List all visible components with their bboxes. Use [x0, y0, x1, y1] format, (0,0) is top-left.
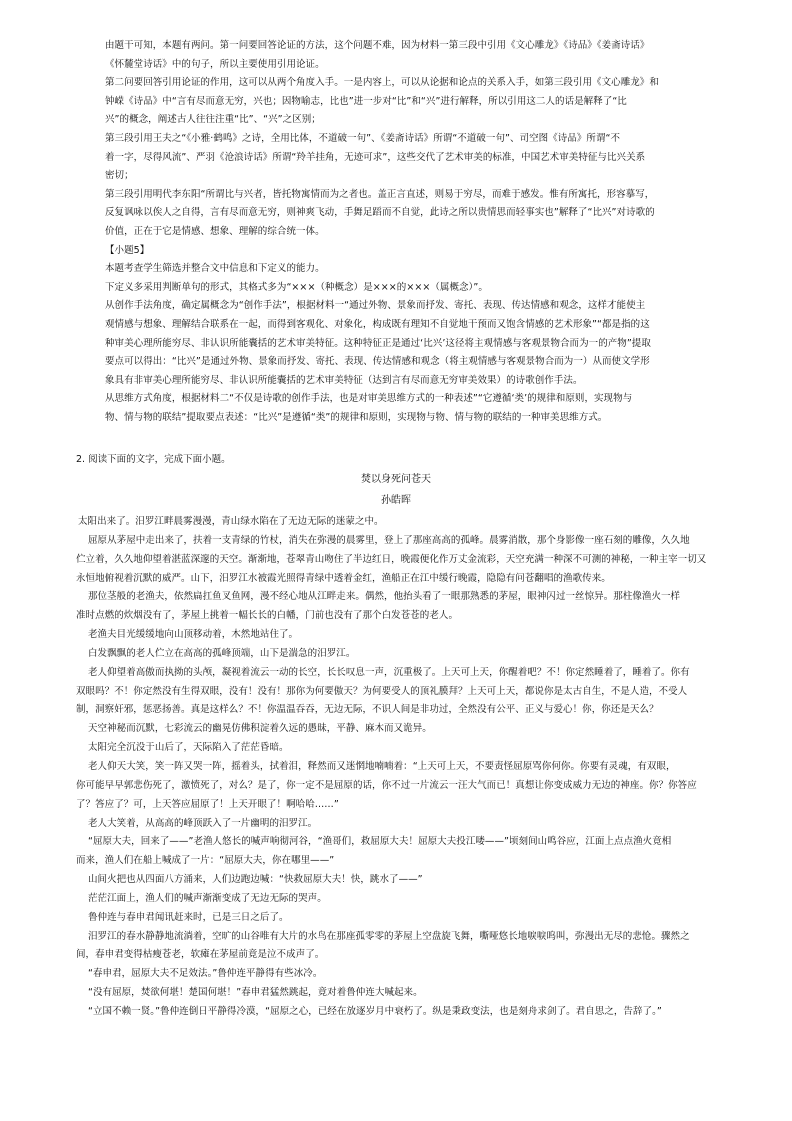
- answer-line: 象具有非审美心理所能穷尽、非认识所能囊括的艺术审美特征（达到言有尽而意无穷审美效果）的诗歌创作手法。: [105, 374, 583, 386]
- answer-line: 下定义多采用判断单句的形式，其格式多为“×××（种概念）是×××的×××（属概念）”。: [105, 281, 488, 293]
- story-paragraph-line: 老人仰望着高傲而执拗的头颅，凝视着流云一动的长空，长长叹息一声，沉重极了。上天可上天，你醒着吧？不！你定然睡着了，睡着了。你有: [88, 666, 690, 678]
- story-paragraph-line: 屈原从茅屋中走出来了，扶着一支青绿的竹杖，消失在弥漫的晨雾里，登上了那座高高的孤峰。晨雾消散，那个身影像一座石刻的雕像，久久地: [88, 534, 690, 546]
- story-paragraph-line: 那位茎般的老渔夫，依然扁扛鱼叉鱼网，漫不经心地从江畔走来。偶然，他抬头看了一眼那熟悉的茅屋，眼神闪过一丝惊异。那柱像渔火一样: [88, 591, 681, 603]
- story-paragraph-line: 白发飘飘的老人伫立在高高的孤峰顶端，山下是湍急的汨罗江。: [88, 647, 356, 659]
- answer-line: 【小题5】: [105, 244, 150, 256]
- story-paragraph-line: “春申君，屈原大夫不足效法。”鲁仲连平静得有些冰冷。: [88, 968, 323, 980]
- story-paragraph-line: 老人仰天大笑，笑一阵又哭一阵，摇着头，拭着泪，释然而又迷惘地喃喃着：“上天可上天，不要责怪屈原骂你何你。你要有灵魂，有双眼，: [88, 760, 676, 772]
- story-paragraph-line: “立国不赖一贤。”鲁仲连倒日平静得冷漠，“屈原之心，已经在放逐岁月中衰朽了。纵是秉政变法，也是刻舟求剑了。君自思之，告辞了。”: [88, 1005, 662, 1017]
- question-prompt: 2. 阅读下面的文字，完成下面小题。: [76, 454, 231, 465]
- answer-line: 种审美心理所能穷尽、非认识所能囊括的艺术审美特征。这种特征正是通过‘比兴’这径将主观情感与客观景物合而为一的产物”提取: [105, 337, 651, 349]
- story-paragraph-line: 天空神秘而沉默，七彩流云的幽晃仿佛积淀着久远的愚昧，平静、麻木而又诡异。: [88, 723, 432, 735]
- story-paragraph-line: 了？答应了？可，上天答应屈原了！上天开眼了！啊哈哈……”: [76, 798, 339, 810]
- story-paragraph-line: 你可能早早郭悲伤死了，激愤死了，对么？是了，你一定不是屈原的话，你不过一片流云一汪大气而已！真想让你变成威力无边的神座。你？你答应: [76, 779, 697, 791]
- answer-line: 价值，正在于它是情感、想象、理解的综合统一体。: [105, 225, 325, 237]
- story-paragraph-line: “屈原大夫，回来了——”老渔人悠长的喊声响彻河谷，“渔哥们，救屈原大夫！屈原大夫投江喽——”顷刻间山鸣谷应，江面上点点渔火竟相: [88, 836, 672, 848]
- answer-line: 物、情与物的联结”提取要点表述：“比兴”是遵循“类”的规律和原则，实现物与物、情与物的联结的一种审美思维方式。: [105, 411, 608, 423]
- answer-line: 从创作手法角度，确定属概念为“创作手法”，根据材料一“通过外物、景象而抒发、寄托、表现、传达情感和观念，这样才能使主: [105, 300, 646, 312]
- story-paragraph-line: 太阳出来了。汨罗江畔晨雾漫漫，青山绿水陷在了无边无际的迷蒙之中。: [78, 516, 384, 527]
- story-paragraph-line: 老渔夫目光缓缓地向山顶移动着，木然地站住了。: [88, 629, 299, 641]
- answer-line: 兴”的概念，阐述古人往往注重“比”、“兴”之区别；: [105, 114, 321, 126]
- answer-line: 由题干可知，本题有两问。第一问要回答论证的方法，这个问题不难，因为材料一第三段中引用《文心雕龙》《诗品》《姜斋诗话》: [105, 40, 650, 51]
- answer-line: 观情感与想象、理解结合联系在一起，而得到客观化、对象化，构成既有理知不自觉地干预而又饱含情感的艺术形象”“都是指的这: [105, 318, 650, 330]
- story-paragraph-line: 制，洞察奸邪，惩恶扬善。真是这样么？不！你温温吞吞，无边无际，不识人间是非功过，全然没有公平、正义与爱心！你，你还是天么？: [76, 704, 659, 716]
- answer-line: 第二问要回答引用论证的作用，这可以从两个角度入手。一是内容上，可以从论据和论点的关系入手，如第三段引用《文心雕龙》和: [105, 77, 659, 89]
- story-paragraph-line: 汨罗江的春水静静地流淌着，空旷的山谷唯有大片的水鸟在那座孤零零的茅屋上空盘旋飞舞，嘶哑悠长地唳唳呜叫，弥漫出无尽的悲怆。骤然之: [88, 930, 690, 942]
- story-paragraph-line: 山间火把也从四面八方涌来，人们边跑边喊：“快救屈原大夫！快，跳水了——”: [88, 874, 423, 886]
- story-paragraph-line: 伫立着，久久地仰望着湛蓝深邃的天空。渐渐地，苍翠青山吻住了半边红日，晚霞便化作万丈金流彩，天空充满一种深不可测的神秘，一种主宰一切又: [76, 553, 707, 565]
- story-title: 焚以身死问苍天: [361, 474, 431, 485]
- story-paragraph-line: 永恒地俯视着沉默的威严。山下，汨罗江水被霞光照得青绿中透着金红，渔船正在江中缓行晚霞，隐隐有问苍翻唱的渔歌传来。: [76, 572, 611, 584]
- story-paragraph-line: 间，春申君变得枯瘦苍老，软瘫在茅屋前竟是泣不成声了。: [76, 949, 325, 961]
- answer-line: 第三段引用王夫之“《小雅·鹤鸣》之诗，全用比体，不道破一句”、《姜斋诗话》所谓“不道破一句”、司空图《诗品》所谓“不: [105, 132, 621, 144]
- answer-line: 本题考查学生筛选并整合文中信息和下定义的能力。: [105, 263, 325, 275]
- story-body: [76, 513, 716, 1022]
- story-paragraph-line: 而来，渔人们在船上喊成了一片：“屈原大夫，你在哪里——”: [76, 855, 335, 867]
- answer-line: 密切；: [105, 170, 134, 182]
- answer-line: 从思维方式角度，根据材料二“不仅是诗歌的创作手法，也是对审美思维方式的一种表述”“它遵循‘类’的规律和原则，实现物与: [105, 393, 633, 405]
- answer-explanation-section: [105, 37, 715, 427]
- answer-line: 着一字，尽得风流”、严羽《沧浪诗话》所谓“羚羊挂角，无迹可求”，这些交代了艺术审美的标准，中国艺术审美特征与比兴关系: [105, 151, 646, 163]
- story-paragraph-line: 茫茫江面上，渔人们的喊声渐渐变成了无边无际的哭声。: [88, 892, 327, 904]
- story-paragraph-line: “没有屈原，焚欲何堪！楚国何堪！”春申君猛然跳起，竟对着鲁仲连大喊起来。: [88, 987, 423, 999]
- answer-line: 第三段引用明代李东阳“所谓比与兴者，皆托物寓情而为之者也。盖正言直述，则易于穷尽，而难于感发。惟有所寓托，形容摹写，: [105, 188, 655, 200]
- story-paragraph-line: 鲁仲连与春申君闻讯赶来时，已是三日之后了。: [88, 911, 289, 923]
- story-paragraph-line: 双眼吗？不！你定然没有生得双眼，没有！没有！那你为何要傲天？为何要受人的顶礼膜拜？上天可上天，都说你是太古自生，不是人造，不受人: [76, 685, 688, 697]
- answer-line: 反复讽咏以俟人之自得，言有尽而意无穷，则神爽飞动，手舞足蹈而不自觉，此诗之所以贵情思而轻事实也”解释了“比兴”对诗歌的: [105, 207, 655, 219]
- answer-line: 钟嵘《诗品》中“言有尽而意无穷，兴也；因物喻志，比也”进一步对“比”和“兴”进行解释，所以引用这二人的话是解释了“比: [105, 95, 627, 107]
- story-paragraph-line: 老人大笑着，从高高的峰顶跃入了一片幽明的汨罗江。: [88, 817, 318, 829]
- story-paragraph-line: 太阳完全沉没于山后了，天际陷入了茫茫昏暗。: [88, 742, 289, 754]
- answer-line: 要点可以得出：“比兴”是通过外物、景象而抒发、寄托、表现、传达情感和观念（将主观情感与客观景物合而为一）从而使文学形: [105, 356, 650, 368]
- story-paragraph-line: 准时点燃的炊烟没有了，茅屋上挑着一幅长长的白幡，门前也没有了那个白发苍苍的老人。: [76, 610, 459, 622]
- answer-line: 《怀麓堂诗话》中的句子，所以主要使用引用论证。: [105, 58, 325, 70]
- story-author: 孙皓晖: [381, 495, 411, 506]
